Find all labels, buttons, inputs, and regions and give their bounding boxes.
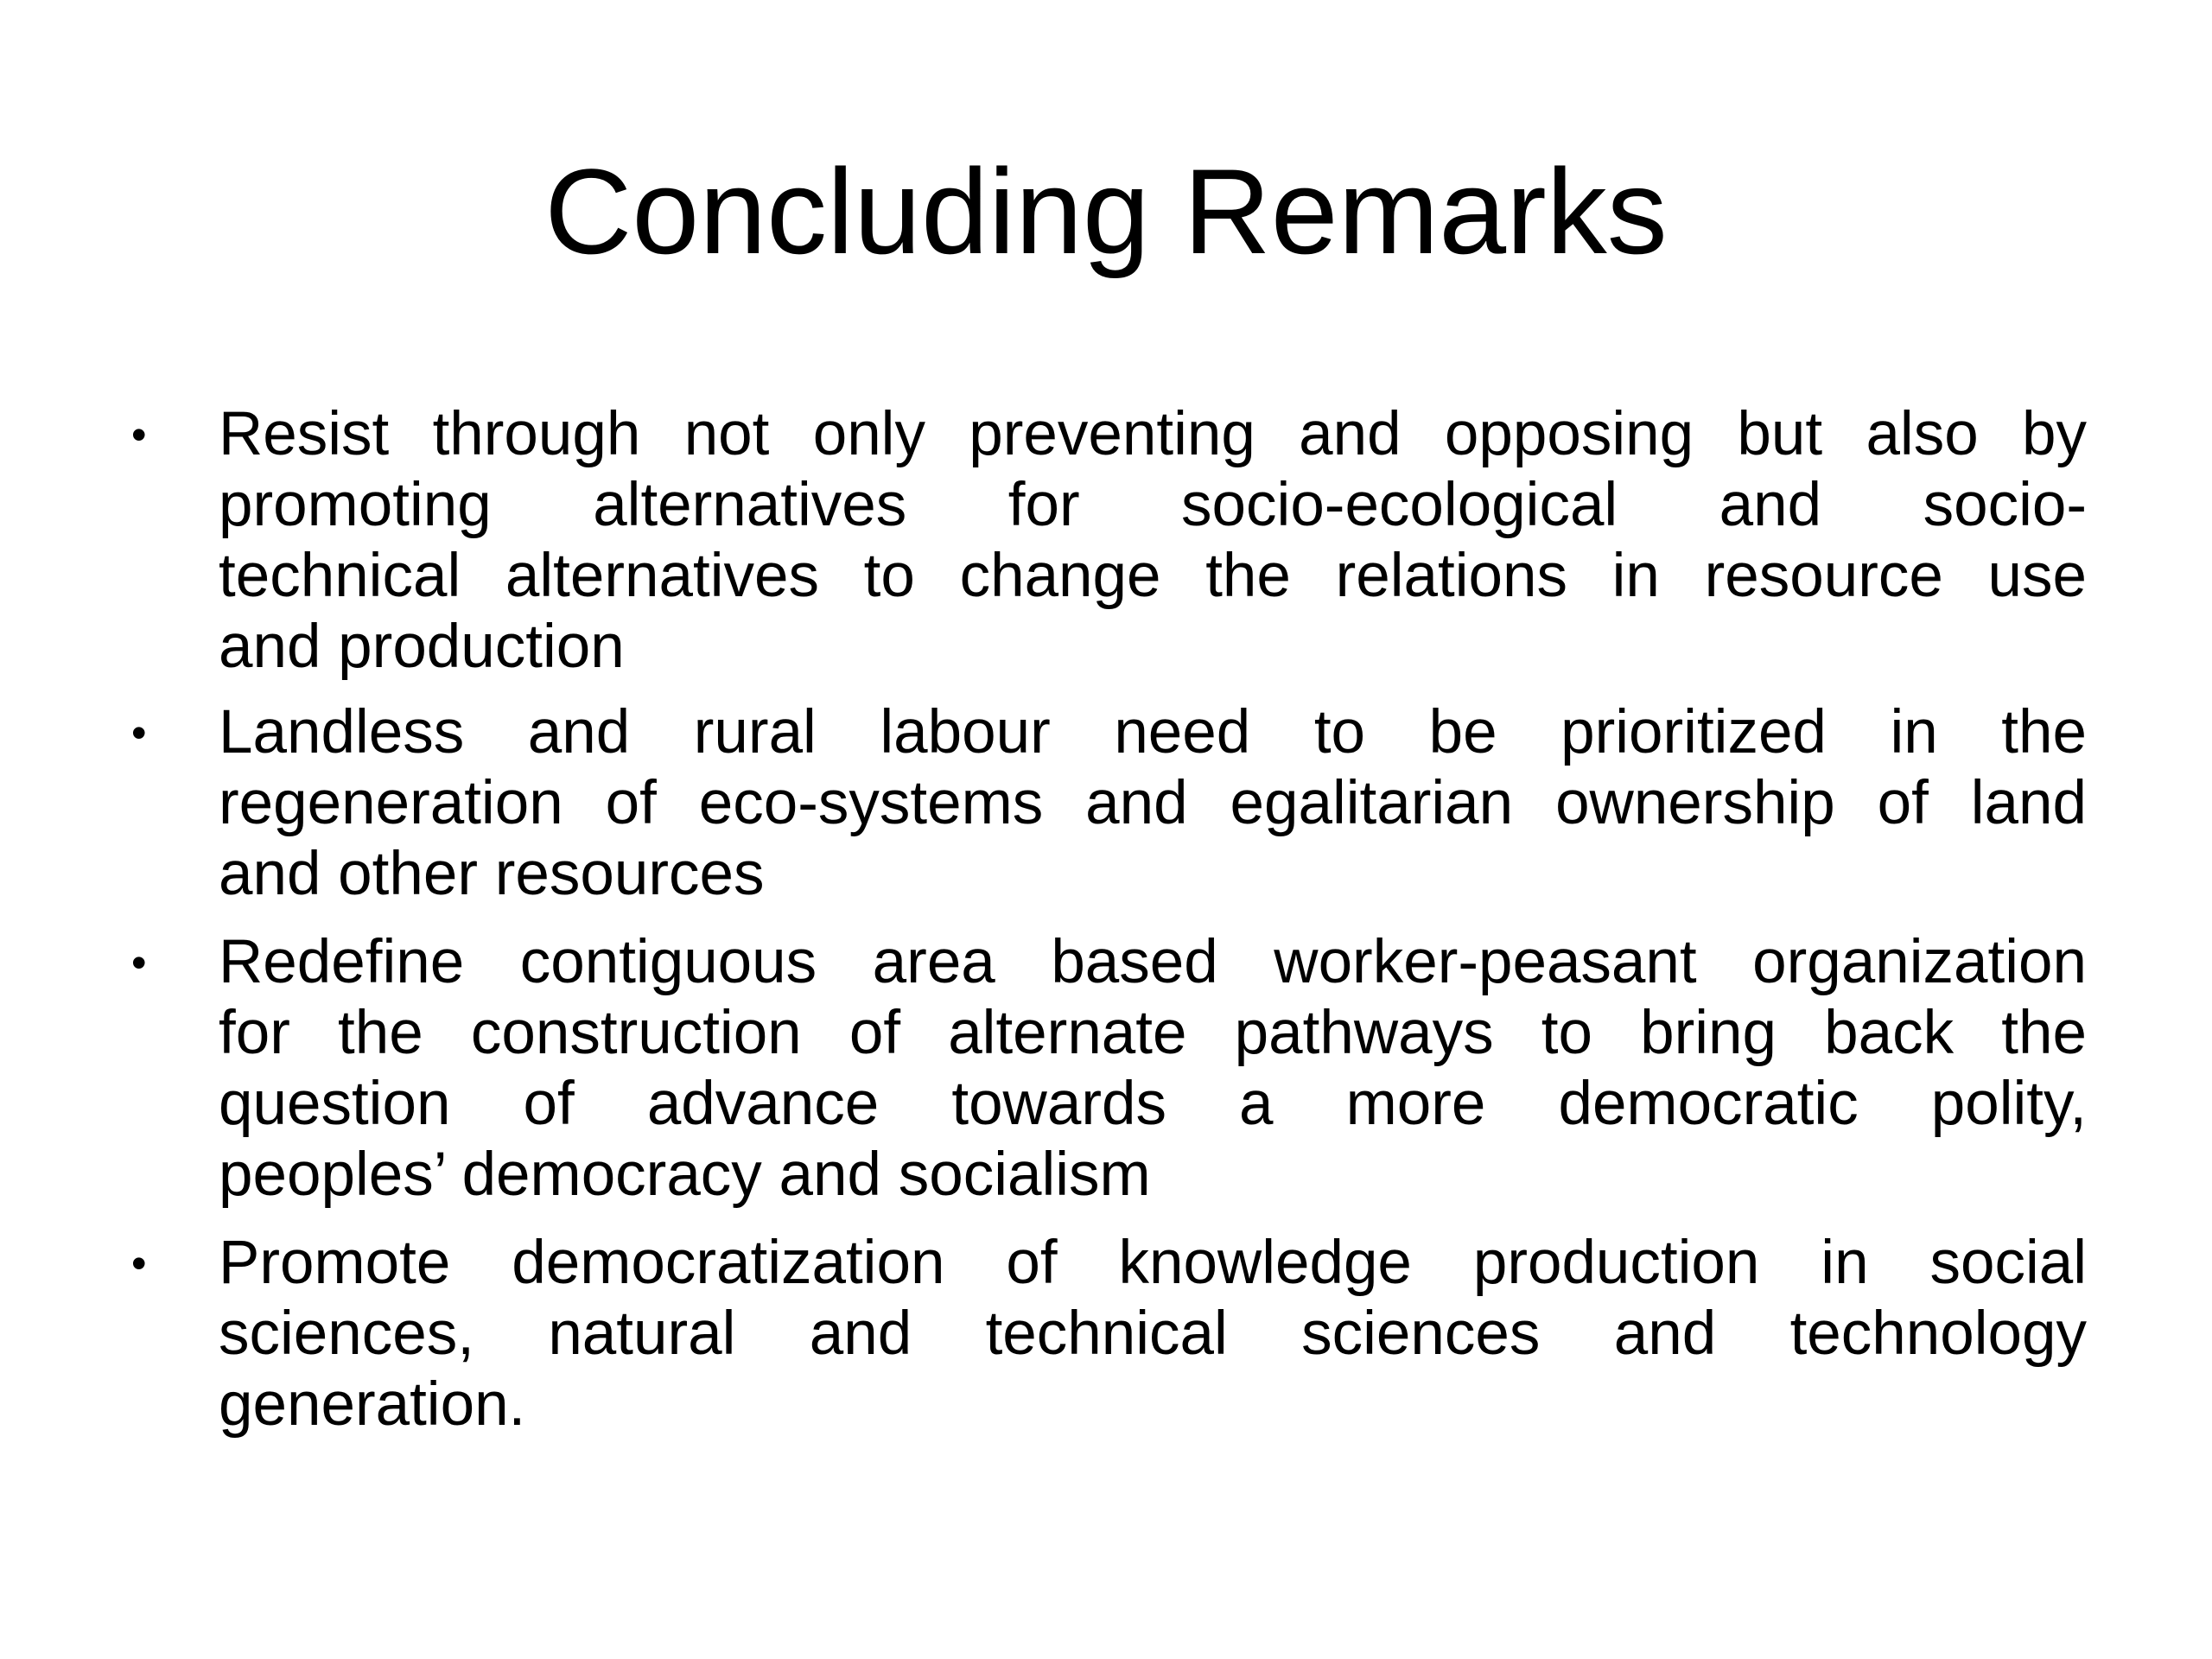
bullet-3-line-4: peoples’ democracy and socialism [219,1141,1151,1209]
bullet-2-line-2: regeneration of eco-systems and egalitarian ownership of land [219,769,2087,837]
bullet-3-line-1: Redefine contiguous area based worker-peasant organization [219,928,2087,996]
bullet-3-line-3: question of advance towards a more democratic polity, [219,1070,2087,1138]
slide-title: Concluding Remarks [544,143,1668,279]
bullet-2-line-3: and other resources [219,840,765,908]
bullet-1-line-1: Resist through not only preventing and opposing but also by [219,400,2087,468]
bullet-1-line-4: and production [219,613,625,681]
bullet-4-line-3: generation. [219,1370,526,1439]
bullet-4-line-2: sciences, natural and technical sciences and technology [219,1300,2087,1368]
bullet-marker: • [131,709,147,757]
bullet-marker: • [131,938,147,987]
bullet-4-line-1: Promote democratization of knowledge production in social [219,1229,2087,1297]
bullet-marker: • [131,1239,147,1287]
bullet-1-line-3: technical alternatives to change the relations in resource use [219,542,2087,610]
bullet-1-line-2: promoting alternatives for socio-ecological and socio- [219,471,2087,539]
bullet-2-line-1: Landless and rural labour need to be prioritized in the [219,698,2087,766]
bullet-3-line-2: for the construction of alternate pathways to bring back the [219,999,2087,1067]
bullet-marker: • [131,410,147,459]
